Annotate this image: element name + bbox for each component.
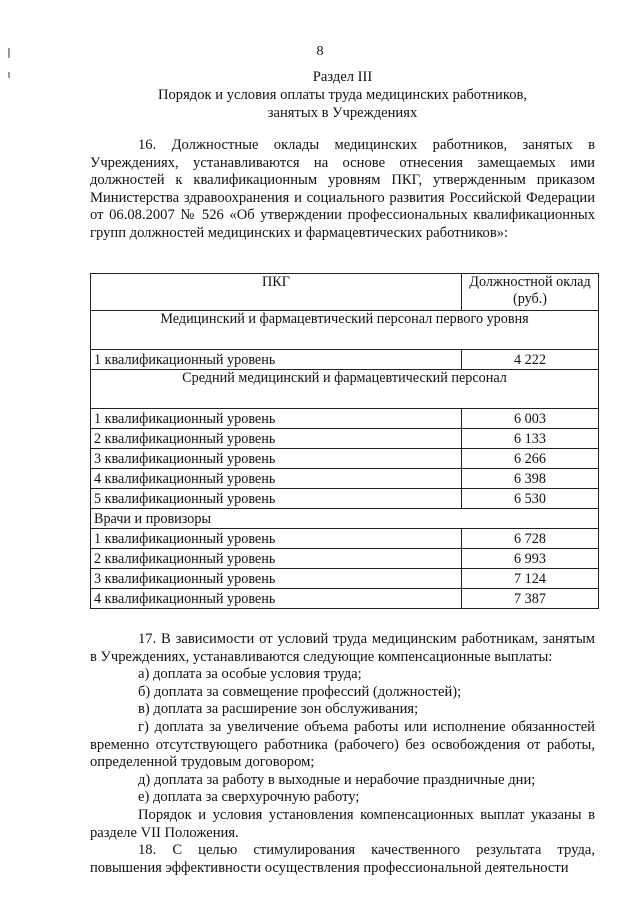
paragraph-17 [90, 631, 595, 877]
salary-cell: 6 398 [462, 469, 599, 489]
list-item: б) доплата за совмещение профессий (должностей); [138, 683, 462, 700]
paragraph-17-note: Порядок и условия установления компенсационных выплат указаны в разделе VII Положения. [90, 806, 595, 841]
level-cell: 2 квалификационный уровень [91, 429, 462, 449]
paragraph-18: 18. С целью стимулирования качественного результата труда, повышения эффективности осуществления профессиональной деятельности [90, 842, 595, 876]
header-salary: Должностной оклад (руб.) [462, 274, 599, 311]
list-item: а) доплата за особые условия труда; [138, 666, 362, 683]
salary-cell: 6 133 [462, 429, 599, 449]
table-row [91, 449, 599, 469]
salary-cell: 6 003 [462, 409, 599, 429]
salary-table [90, 273, 599, 609]
group-name: Медицинский и фармацевтический персонал первого уровня [91, 311, 599, 350]
table-group-row [91, 311, 599, 350]
list-item: е) доплата за сверхурочную работу; [138, 789, 360, 806]
table-header-row [91, 274, 599, 311]
table-row [91, 350, 599, 370]
section-subtitle-line1: Порядок и условия оплаты труда медицинских работников, [157, 87, 528, 103]
table-row [91, 429, 599, 449]
page-number: 8 [316, 44, 324, 59]
table-row [91, 549, 599, 569]
level-cell: 2 квалификационный уровень [91, 549, 462, 569]
group-name: Врачи и провизоры [91, 509, 599, 529]
salary-cell: 7 124 [462, 569, 599, 589]
table-row [91, 569, 599, 589]
table-row [91, 469, 599, 489]
level-cell: 4 квалификационный уровень [91, 589, 462, 609]
salary-cell: 4 222 [462, 350, 599, 370]
table-row [91, 589, 599, 609]
list-item: д) доплата за работу в выходные и нерабочие праздничные дни; [138, 771, 536, 788]
paragraph-16: 16. Должностные оклады медицинских работников, занятых в Учреждениях, устанавливаются на основе отнесения замещаемых ими должностей к квалификационным уровням ПКГ, утвержденным приказом Министерства здравоохранения и социального развития Российской Федерации от 06.08.2007 № 526 «Об утверждении профессиональных квалификационных групп должностей медицинских и фармацевтических работников»: [90, 137, 595, 241]
table-row [91, 489, 599, 509]
group-name: Средний медицинский и фармацевтический персонал [91, 370, 599, 409]
salary-cell: 6 993 [462, 549, 599, 569]
section-title: Раздел III [312, 69, 373, 85]
salary-cell: 7 387 [462, 589, 599, 609]
level-cell: 3 квалификационный уровень [91, 569, 462, 589]
header-pkg: ПКГ [91, 274, 462, 311]
table-group-row [91, 370, 599, 409]
level-cell: 5 квалификационный уровень [91, 489, 462, 509]
table-row [91, 529, 599, 549]
table-group-row [91, 509, 599, 529]
salary-cell: 6 530 [462, 489, 599, 509]
level-cell: 4 квалификационный уровень [91, 469, 462, 489]
salary-cell: 6 266 [462, 449, 599, 469]
list-item: г) доплата за увеличение объема работы или исполнение обязанностей временно отсутствующего работника (рабочего) без освобождения от работы, определенной трудовым договором; [90, 718, 595, 771]
level-cell: 3 квалификационный уровень [91, 449, 462, 469]
binding-mark [8, 72, 10, 78]
list-item: в) доплата за расширение зон обслуживания; [138, 701, 419, 718]
level-cell: 1 квалификационный уровень [91, 409, 462, 429]
level-cell: 1 квалификационный уровень [91, 529, 462, 549]
table-row [91, 409, 599, 429]
paragraph-17-intro: 17. В зависимости от условий труда медицинским работникам, занятым в Учреждениях, устанавливаются следующие компенсационные выплаты: [90, 631, 595, 665]
level-cell: 1 квалификационный уровень [91, 350, 462, 370]
section-subtitle-line2: занятых в Учреждениях [267, 105, 418, 121]
salary-cell: 6 728 [462, 529, 599, 549]
